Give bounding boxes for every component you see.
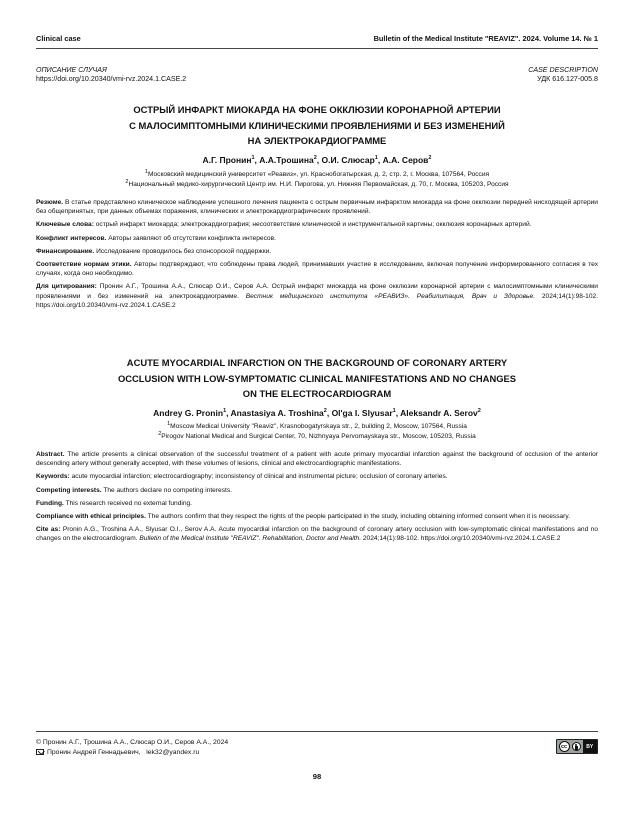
abstract-ru <box>36 198 598 314</box>
contact-email[interactable]: lek32@yandex.ru <box>146 749 200 756</box>
contact-name: Пронин Андрей Геннадьевич, <box>47 749 141 756</box>
ethics-text: Авторы подтверждают, что соблюдены права людей, принимавших участие в исследовании, включая получение информированного согласия в тех случаях, когда оно необходимо. <box>36 261 598 278</box>
envelope-icon <box>36 749 44 755</box>
copyright: © Пронин А.Г., Трошина А.А., Слюсар О.И., Серов А.А., 2024 <box>36 739 229 746</box>
author-sup: 2 <box>428 155 432 162</box>
affiliation-text: Moscow Medical University "Reaviz", Krasnobogatyrskaya str., 2, building 2, Moscow, 107564, Russia <box>170 423 467 430</box>
affiliation-sup: 1 <box>167 420 171 427</box>
abstract-label: Abstract. <box>36 451 65 458</box>
citation-paragraph <box>36 525 598 543</box>
author: Aleksandr A. Serov <box>400 408 478 418</box>
author-sup: 1 <box>223 408 227 415</box>
citation-journal: Bulletin of the Medical Institute "REAVIZ". Rehabilitation, Doctor and Health. <box>139 535 362 543</box>
ethics-paragraph <box>36 260 598 278</box>
affiliation-text: Национальный медико-хирургический Центр им. Н.И. Пирогова, ул. Нижняя Первомайская, д. 70, г. Москва, 105203, Россия <box>128 180 509 188</box>
title-en-line: OCCLUSION WITH LOW-SYMPTOMATIC CLINICAL MANIFESTATIONS AND NO CHANGES <box>117 372 517 384</box>
authors-ru: А.Г. Пронин$^1$, А.А.Трошина$^2$, О.И. Слюсар$^1$, А.А. Серов$^2$ <box>202 155 432 165</box>
citation-journal: Вестник медицинского института «РЕАВИЗ». Реабилитация, Врач и Здоровье. <box>245 292 536 300</box>
affiliation <box>36 170 598 180</box>
title-ru-line: ОСТРЫЙ ИНФАРКТ МИОКАРДА НА ФОНЕ ОККЛЮЗИИ КОРОНАРНОЙ АРТЕРИИ <box>133 104 501 115</box>
conflict-label: Competing interests. <box>36 486 102 494</box>
author: Ol'ga I. Slyusar <box>331 408 393 418</box>
abstract-paragraph <box>36 198 598 216</box>
conflict-label: Конфликт интересов. <box>36 234 107 242</box>
author: Andrey G. Pronin <box>153 408 224 418</box>
affiliation-text: Pirogov National Medical and Surgical Center, 70, Nizhnyaya Pervomayskaya str., Moscow, 105203, Russia <box>161 432 476 440</box>
meta-left <box>36 66 186 85</box>
title-en-line: ON THE ELECTROCARDIOGRAM <box>242 388 392 400</box>
ethics-label: Compliance with ethical principles. <box>36 513 146 521</box>
authors-en: Andrey G. Pronin$^1$, Anastasiya A. Troshina$^2$, Ol'ga I. Slyusar$^1$, Aleksandr A. Serov$^2$ <box>153 408 481 418</box>
author-sup: 2 <box>323 408 327 415</box>
citation-paragraph <box>36 282 598 310</box>
author-sup: 2 <box>313 155 317 162</box>
abstract-en <box>36 450 598 548</box>
keywords-label: Ключевые слова: <box>36 221 94 229</box>
keywords-paragraph <box>36 472 598 481</box>
funding-paragraph <box>36 499 598 508</box>
footer <box>36 738 228 758</box>
meta-right <box>528 66 598 85</box>
title-ru <box>56 102 578 149</box>
category-en: CASE DESCRIPTION <box>528 66 598 74</box>
article-meta <box>36 66 598 85</box>
category-ru: ОПИСАНИЕ СЛУЧАЯ <box>36 66 107 74</box>
author: О.И. Слюсар <box>321 155 375 165</box>
author: А.А.Трошина <box>259 155 314 165</box>
affiliation-sup: 2 <box>158 430 162 437</box>
affiliation-sup: 1 <box>144 168 148 175</box>
author: А.А. Серов <box>382 155 429 165</box>
cc-icon: cc <box>559 741 570 752</box>
footer-rule <box>36 731 598 732</box>
funding-text: This research received no external funding. <box>65 499 193 507</box>
udc-code: УДК 616.127-005.8 <box>537 75 598 84</box>
title-en <box>56 355 578 402</box>
funding-text: Исследование проводилось без спонсорской поддержки. <box>96 247 272 255</box>
keywords-text: acute myocardial infarction; electrocardiography; inconsistency of clinical and instrumental picture; occlusion of coronary arteries. <box>71 473 448 481</box>
author-sup: 2 <box>477 408 481 415</box>
running-header <box>36 34 598 43</box>
conflict-text: Авторы заявляют об отсутствии конфликта интересов. <box>108 234 276 242</box>
affiliation-sup: 2 <box>125 178 129 185</box>
author-sup: 1 <box>251 155 255 162</box>
ethics-paragraph <box>36 512 598 521</box>
conflict-paragraph <box>36 486 598 495</box>
affiliation <box>36 180 598 190</box>
page-number: 98 <box>312 772 322 781</box>
keywords-paragraph <box>36 220 598 229</box>
cc-license-label: BY <box>583 740 598 753</box>
title-ru-line: С МАЛОСИМПТОМНЫМИ КЛИНИЧЕСКИМИ ПРОЯВЛЕНИЯМИ И БЕЗ ИЗМЕНЕНИЙ <box>129 119 505 131</box>
title-ru-line: НА ЭЛЕКТРОКАРДИОГРАММЕ <box>247 135 387 147</box>
funding-paragraph <box>36 247 598 256</box>
funding-label: Funding. <box>36 499 64 507</box>
citation-label: Cite as: <box>36 526 61 534</box>
cc-license-badge[interactable] <box>556 739 598 754</box>
running-header-journal: Bulletin of the Medical Institute "REAVIZ". 2024. Volume 14. № 1 <box>373 34 598 43</box>
citation-tail: 2024;14(1):98-102. https://doi.org/10.20340/vmi-rvz.2024.1.CASE.2 <box>362 535 561 543</box>
title-en-line: ACUTE MYOCARDIAL INFARCTION ON THE BACKGROUND OF CORONARY ARTERY <box>126 357 508 368</box>
keywords-label: Keywords: <box>36 473 70 481</box>
ethics-text: The authors confirm that they respect the rights of the people participated in the study, including obtaining informed consent when it is necessary. <box>147 513 571 521</box>
abstract-text: The article presents a clinical observation of the successful treatment of a patient with acute primary myocardial infarction against the background of occlusion of the anterior descending artery without generally accepted, with these volumes of lesions, clinical and electrocardiographic manifestations. <box>36 451 598 468</box>
by-attribution-icon <box>572 742 581 751</box>
conflict-text: The authors declare no competing interests. <box>103 486 232 494</box>
contact <box>36 748 228 758</box>
author-sup: 1 <box>392 408 396 415</box>
ethics-label: Соответствие нормам этики. <box>36 261 132 269</box>
affiliation <box>36 432 598 442</box>
doi-link[interactable]: https://doi.org/10.20340/vmi-rvz.2024.1.CASE.2 <box>36 75 187 84</box>
abstract-label: Резюме. <box>36 199 64 206</box>
abstract-text: В статье представлено клиническое наблюдение успешного лечения пациента с острым первичным инфарктом миокарда на фоне окклюзии передней нисходящей артерии без общепринятых, при данных объемах поражения, клинических и электрокардиографических проявлений. <box>36 199 598 216</box>
citation-label: Для цитирования: <box>36 283 97 291</box>
citation-text: Пронин А.Г., Трошина А.А., Слюсар О.И., Серов А.А. Острый инфаркт миокарда на фоне окклюзии коронарной артерии с малосимптомными клиническими проявлениями и без изменений на электрокардиограмме. <box>36 283 598 300</box>
conflict-paragraph <box>36 234 598 243</box>
running-header-section: Clinical case <box>36 34 81 43</box>
citation-tail: 2024;14(1):98-102. https://doi.org/10.20340/vmi-rvz.2024.1.CASE.2 <box>36 292 598 309</box>
abstract-paragraph <box>36 450 598 468</box>
affiliations-ru <box>36 170 598 189</box>
funding-label: Финансирование. <box>36 247 95 255</box>
keywords-text: острый инфаркт миокарда; электрокардиография; несоответствие клинической и инструментальной картины; окклюзия коронарных артерий. <box>95 221 532 229</box>
citation-text: Pronin A.G., Troshina A.A., Slyusar O.I., Serov A.A. Acute myocardial infarction on the background of coronary artery occlusion with low-symptomatic clinical manifestations and no changes on the electrocardiogram. <box>36 526 598 543</box>
header-rule <box>36 48 598 49</box>
author: А.Г. Пронин <box>202 155 252 165</box>
affiliations-en <box>36 422 598 441</box>
author: Anastasiya A. Troshina <box>230 408 324 418</box>
affiliation <box>36 422 598 432</box>
author-sup: 1 <box>374 155 378 162</box>
affiliation-text: Московский медицинский университет «Реавиз», ул. Краснобогатырская, д. 2, стр. 2, г. Москва, 107564, Россия <box>147 171 490 178</box>
